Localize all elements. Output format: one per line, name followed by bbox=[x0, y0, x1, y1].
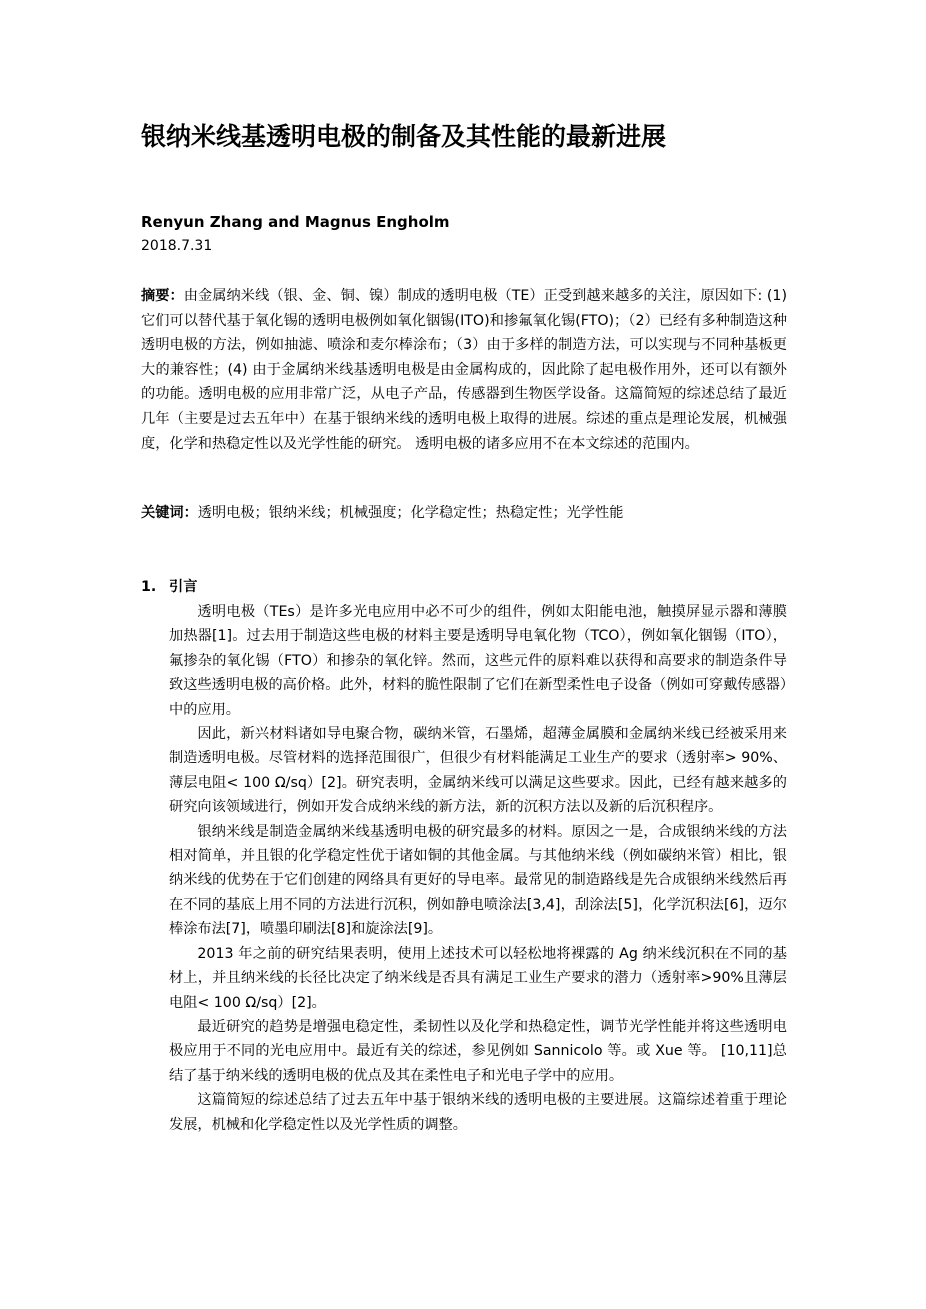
paper-date: 2018.7.31 bbox=[141, 238, 213, 254]
paper-title: 银纳米线基透明电极的制备及其性能的最新进展 bbox=[141, 122, 667, 151]
body-paragraph: 银纳米线是制造金属纳米线基透明电极的研究最多的材料。原因之一是，合成银纳米线的方法相对简单，并且银的化学稳定性优于诸如铜的其他金属。与其他纳米线（例如碳纳米管）相比，银纳米线的优势在于它们创建的网络具有更好的导电率。最常见的制造路线是先合成银纳米线然后再在不同的基底上用不同的方法进行沉积，例如静电喷涂法[3,4]，刮涂法[5]，化学沉积法[6]，迈尔棒涂布法[7]，喷墨印刷法[8]和旋涂法[9]。 bbox=[169, 823, 787, 938]
body-paragraph: 因此，新兴材料诸如导电聚合物，碳纳米管，石墨烯，超薄金属膜和金属纳米线已经被采用来制造透明电极。尽管材料的选择范围很广，但很少有材料能满足工业生产的要求（透射率> 90%、薄层电阻< 100 Ω/sq）[2]。研究表明，金属纳米线可以满足这些要求。因此，已经有越来越多的研究向该领域进行，例如开发合成纳米线的新方法，新的沉积方法以及新的后沉积程序。 bbox=[169, 726, 787, 816]
section-body bbox=[169, 600, 787, 1137]
body-paragraph: 这篇简短的综述总结了过去五年中基于银纳米线的透明电极的主要进展。这篇综述着重于理论发展，机械和化学稳定性以及光学性质的调整。 bbox=[169, 1092, 787, 1133]
keywords-text: 透明电极；银纳米线；机械强度；化学稳定性；热稳定性；光学性能 bbox=[197, 505, 624, 521]
abstract bbox=[141, 284, 787, 456]
abstract-label: 摘要： bbox=[141, 288, 184, 304]
section-title: 引言 bbox=[169, 579, 198, 595]
keywords-label: 关键词： bbox=[141, 505, 198, 521]
section-heading bbox=[141, 576, 197, 598]
keywords bbox=[141, 502, 623, 524]
body-paragraph: 2013 年之前的研究结果表明，使用上述技术可以轻松地将裸露的 Ag 纳米线沉积在不同的基材上，并且纳米线的长径比决定了纳米线是否具有满足工业生产要求的潜力（透射率>90%且薄层电阻< 100 Ω/sq）[2]。 bbox=[169, 945, 787, 1011]
body-paragraph: 透明电极（TEs）是许多光电应用中必不可少的组件，例如太阳能电池，触摸屏显示器和薄膜加热器[1]。过去用于制造这些电极的材料主要是透明导电氧化物（TCO），例如氧化铟锡（ITO），氟掺杂的氧化锡（FTO）和掺杂的氧化锌。然而，这些元件的原料难以获得和高要求的制造条件导致这些透明电极的高价格。此外，材料的脆性限制了它们在新型柔性电子设备（例如可穿戴传感器）中的应用。 bbox=[169, 604, 787, 718]
paper-authors: Renyun Zhang and Magnus Engholm bbox=[141, 213, 450, 231]
section-number: 1. bbox=[141, 579, 157, 595]
body-paragraph: 最近研究的趋势是增强电稳定性，柔韧性以及化学和热稳定性，调节光学性能并将这些透明电极应用于不同的光电应用中。最近有关的综述，参见例如 Sannicolo 等。或 Xue 等。 [10,11]总结了基于纳米线的透明电极的优点及其在柔性电子和光电子学中的应用。 bbox=[169, 1018, 787, 1084]
abstract-text: 由金属纳米线（银、金、铜、镍）制成的透明电极（TE）正受到越来越多的关注，原因如下: (1) 它们可以替代基于氧化锡的透明电极例如氧化铟锡(ITO)和掺氟氧化锡(FTO)；（2）已经有多种制造这种透明电极的方法，例如抽滤、喷涂和麦尔棒涂布；（3）由于多样的制造方法，可以实现与不同种基板更大的兼容性；(4) 由于金属纳米线基透明电极是由金属构成的，因此除了起电极作用外，还可以有额外的功能。透明电极的应用非常广泛，从电子产品，传感器到生物医学设备。这篇简短的综述总结了最近几年（主要是过去五年中）在基于银纳米线的透明电极上取得的进展。综述的重点是理论发展，机械强度，化学和热稳定性以及光学性能的研究。 透明电极的诸多应用不在本文综述的范围内。 bbox=[141, 288, 787, 452]
